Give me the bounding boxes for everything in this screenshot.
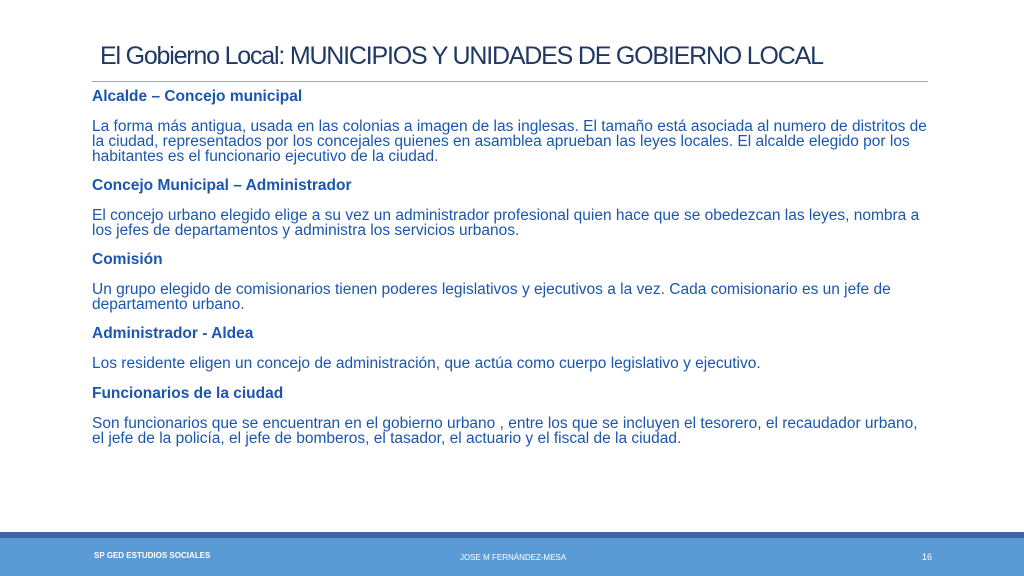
page-number: 16 — [922, 552, 933, 562]
section-heading-concejo: Concejo Municipal – Administrador — [92, 177, 352, 194]
section-heading-administrador: Administrador - Aldea — [92, 325, 254, 342]
footer-course-label: SP GED ESTUDIOS SOCIALES — [94, 551, 211, 560]
section-text-concejo: El concejo urbano elegido elige a su vez un administrador profesional quien hace que se obedezcan las leyes, nombra a los jefes de departamentos y administra los servicios urbanos. — [92, 207, 920, 239]
section-text-comision: Un grupo elegido de comisionarios tienen poderes legislativos y ejecutivos a la vez. Cada comisionario es un jefe de departamento urbano. — [92, 281, 891, 313]
section-text-funcionarios: Son funcionarios que se encuentran en el gobierno urbano , entre los que se incluyen el tesorero, el recaudador urbano, el jefe de la policía, el jefe de bomberos, el tasador, el actuario y el fiscal de la ciudad. — [92, 415, 918, 447]
footer-author: JOSE M FERNÁNDEZ-MESA — [460, 553, 567, 562]
section-text-alcalde: La forma más antigua, usada en las colonias a imagen de las inglesas. El tamaño está asociada al numero de distritos de la ciudad, representados por los concejales quienes en asamblea aprueban las leyes locales. El alcalde elegido por los habitantes es el funcionario ejecutivo de la ciudad. — [92, 118, 927, 165]
section-heading-comision: Comisión — [92, 251, 163, 268]
section-heading-funcionarios: Funcionarios de la ciudad — [92, 385, 284, 402]
section-heading-alcalde: Alcalde – Concejo municipal — [92, 88, 303, 105]
slide-title: El Gobierno Local: MUNICIPIOS Y UNIDADES DE GOBIERNO LOCAL — [100, 42, 823, 70]
title-divider — [92, 81, 928, 82]
section-text-administrador: Los residente eligen un concejo de administración, que actúa como cuerpo legislativo y ejecutivo. — [92, 355, 761, 372]
slide-body — [92, 89, 928, 446]
